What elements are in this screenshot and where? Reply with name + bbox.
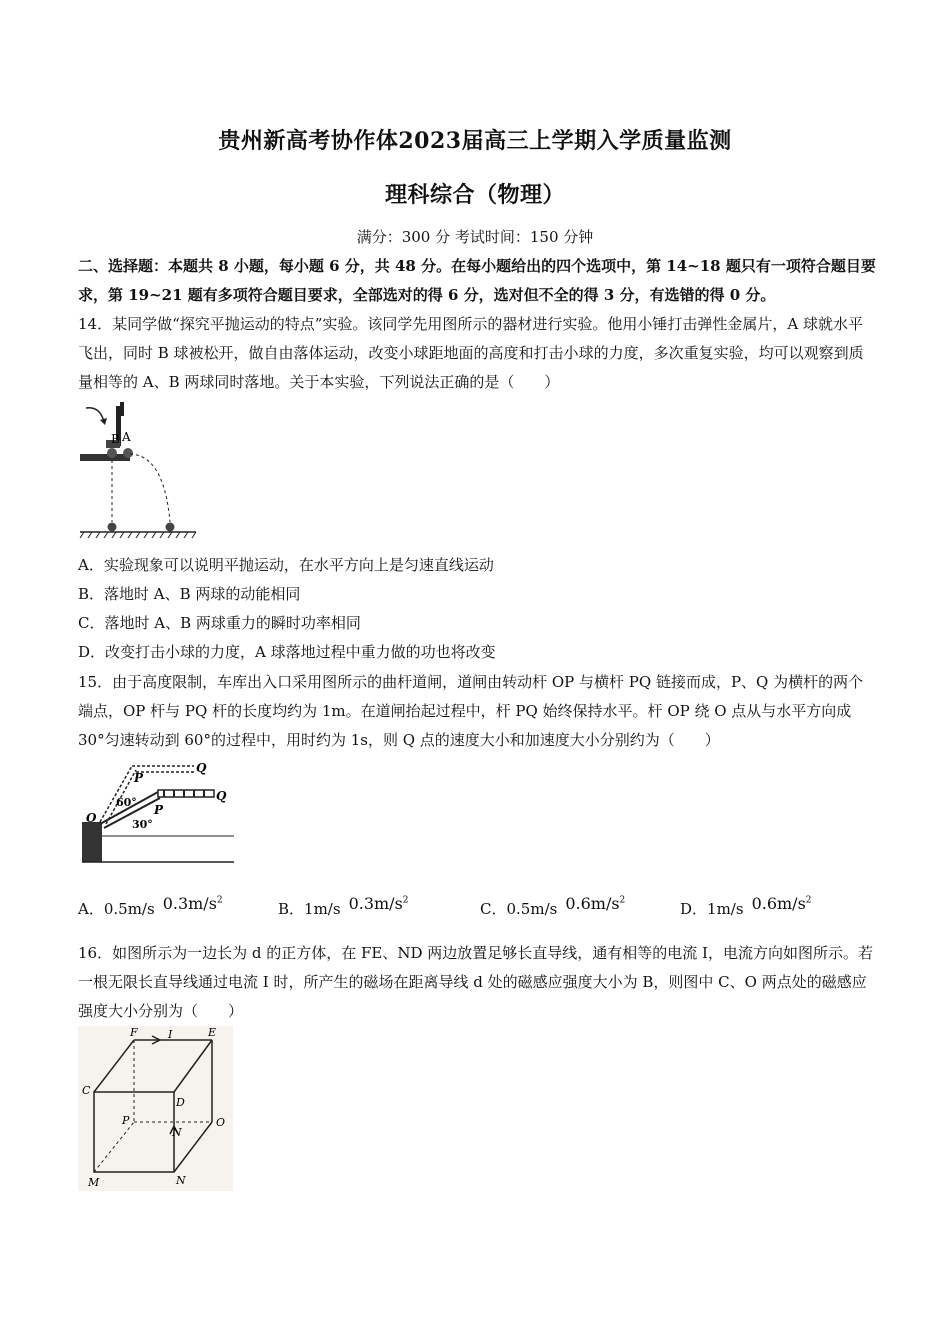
q14-stem: 14．某同学做“探究平抛运动的特点”实验。该同学先用图所示的器材进行实验。他用小锤打击弹性金属片，A 球就水平飞出，同时 B 球被松开，做自由落体运动，改变小球距地面的高度和打击小球的力度，多次重复实验，均可以观察到质量相等的 A、B 两球同时落地。关于本实验，下列说法正确的是（ ） bbox=[78, 315, 864, 391]
q15-label-q: Q bbox=[216, 789, 227, 803]
exam-meta: 满分：300 分 考试时间：150 分钟 bbox=[356, 228, 594, 246]
q14-option-b: B．落地时 A、B 两球的动能相同 bbox=[78, 585, 301, 603]
q15-option-c: C．0.5m/s $0.6m/s^2$ bbox=[480, 894, 626, 918]
q16-figure bbox=[78, 1026, 233, 1191]
page-subtitle: 理科综合（物理） bbox=[384, 182, 565, 208]
q16-label-c: C bbox=[82, 1084, 91, 1097]
q14-figure bbox=[78, 400, 198, 545]
q15-figure bbox=[78, 756, 238, 868]
q16-label-n: N bbox=[176, 1174, 186, 1187]
q16-label-e: E bbox=[208, 1026, 217, 1039]
q15-label-o: O bbox=[86, 811, 97, 825]
q16-label-d: D bbox=[176, 1096, 185, 1109]
q15-label-q-top: Q bbox=[196, 761, 207, 775]
q15-label-30: 30° bbox=[132, 818, 153, 831]
q16-label-p: P bbox=[122, 1114, 130, 1127]
q14-option-d: D．改变打击小球的力度，A 球落地过程中重力做的功也将改变 bbox=[78, 643, 496, 661]
section-instructions: 二、选择题：本题共 8 小题，每小题 6 分，共 48 分。在每小题给出的四个选项中，第 14~18 题只有一项符合题目要求，第 19~21 题有多项符合题目要求，全部选对的得 6 分，选对但不全的得 3 分，有选错的得 0 分。 bbox=[78, 257, 876, 304]
q16-stem: 16．如图所示为一边长为 d 的正方体，在 FE、ND 两边放置足够长直导线，通有相等的电流 I，电流方向如图所示。若一根无限长直导线通过电流 I 时，所产生的磁场在距离导线 d 处的磁感应强度大小为 B，则图中 C、O 两点处的磁感应强度大小分别为（ ） bbox=[78, 944, 873, 1020]
q15-option-a: A．0.5m/s $0.3m/s^2$ bbox=[78, 894, 223, 918]
q16-label-f: F bbox=[130, 1026, 138, 1039]
q16-label-i: I bbox=[168, 1028, 173, 1041]
q15-label-p: P bbox=[154, 803, 164, 817]
q15-stem: 15．由于高度限制，车库出入口采用图所示的曲杆道闸，道闸由转动杆 OP 与横杆 PQ 链接而成，P、Q 为横杆的两个端点，OP 杆与 PQ 杆的长度均约为 1m。在道闸抬起过程中，杆 PQ 始终保持水平。杆 OP 绕 O 点从与水平方向成 30°匀速转动到 60°的过程中，用时约为 1s，则 Q 点的速度大小和加速度大小分别约为（ ） bbox=[78, 673, 864, 749]
q14-option-c: C．落地时 A、B 两球重力的瞬时功率相同 bbox=[78, 614, 361, 632]
q15-option-b: B．1m/s $0.3m/s^2$ bbox=[278, 894, 409, 918]
q14-label-a: A bbox=[122, 430, 131, 444]
page-title: 贵州新高考协作体2023届高三上学期入学质量监测 bbox=[218, 128, 732, 154]
q16-label-m: M bbox=[88, 1176, 100, 1189]
q16-label-o: O bbox=[216, 1116, 226, 1129]
q15-label-60: 60° bbox=[116, 796, 137, 809]
q15-option-d: D．1m/s $0.6m/s^2$ bbox=[680, 894, 812, 918]
q14-option-a: A．实验现象可以说明平抛运动，在水平方向上是匀速直线运动 bbox=[78, 556, 494, 574]
q16-label-n-mid: N bbox=[172, 1126, 182, 1139]
q15-label-p-top: P bbox=[134, 771, 144, 785]
q14-label-b: B bbox=[111, 432, 120, 446]
